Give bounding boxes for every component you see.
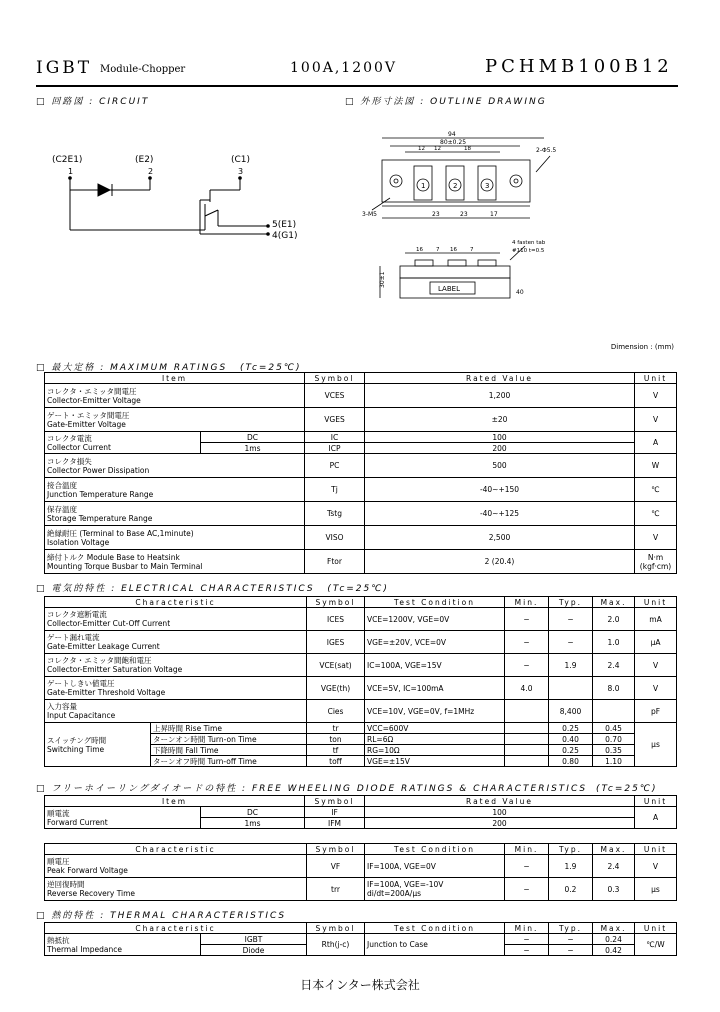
item-jp: 締付トルク Module Base to Heatsink — [47, 552, 180, 562]
electrical-table — [44, 596, 677, 767]
table-row — [45, 526, 677, 550]
section-fwd-title — [36, 781, 657, 794]
section-elec-cond: (Tc=25℃) — [327, 584, 389, 594]
switching-param: 下降時間 Fall Time — [151, 745, 307, 756]
table-row — [45, 384, 677, 408]
col-header: Characteristic — [45, 844, 307, 855]
max-value: 1.10 — [593, 756, 635, 767]
test-condition: VGE=±20V, VCE=0V — [365, 631, 505, 654]
min-value — [505, 700, 549, 723]
terminal-dot — [68, 176, 72, 180]
symbol: VISO — [305, 526, 365, 550]
unit: mA — [635, 608, 677, 631]
item-en: Gate-Emitter Voltage — [47, 419, 126, 429]
typ-value: − — [549, 608, 593, 631]
circuit-diagram — [40, 150, 310, 250]
col-header: Symbol — [307, 597, 365, 608]
terminal-dot — [238, 176, 242, 180]
unit: μA — [635, 631, 677, 654]
col-header: Unit — [635, 796, 677, 807]
max-value: 2.4 — [593, 654, 635, 677]
symbol: VGES — [305, 408, 365, 432]
min-value: − — [505, 631, 549, 654]
circuit-label: (C1) — [231, 155, 251, 165]
diode-symbol — [98, 184, 110, 196]
symbol: Rth(j-c) — [307, 934, 365, 956]
item-en: Collector-Emitter Saturation Voltage — [47, 665, 183, 674]
dimension-note: Dimension : (mm) — [610, 343, 674, 351]
max-value: 2.4 — [593, 855, 635, 878]
col-header: Min. — [505, 844, 549, 855]
section-max-cond: (Tc=25℃) — [240, 363, 302, 373]
dim-label: 4 fasten tab — [512, 240, 546, 246]
symbol: IF — [305, 807, 365, 818]
typ-value: − — [549, 631, 593, 654]
value: -40~+125 — [365, 502, 635, 526]
header-rule — [36, 85, 678, 87]
table-row — [45, 807, 677, 818]
test-condition: di/dt=200A/μs — [367, 889, 422, 898]
fwd-characteristics-table — [44, 843, 677, 901]
table-row — [45, 631, 677, 654]
dim-label: 30±1 — [379, 271, 386, 288]
dim-label: 2-Φ5.5 — [536, 147, 557, 154]
item-jp: 順電流 — [47, 808, 70, 818]
col-header: Item — [45, 373, 305, 384]
table-row — [45, 608, 677, 631]
typ-value: 0.25 — [549, 745, 593, 756]
unit: V — [635, 855, 677, 878]
test-condition: Junction to Case — [365, 934, 505, 956]
symbol: IC — [305, 432, 365, 443]
item-en: Forward Current — [47, 817, 108, 827]
dim-label: 7 — [436, 247, 440, 253]
fwd-rating-table — [44, 795, 677, 829]
symbol: Cies — [307, 700, 365, 723]
col-header: Characteristic — [45, 597, 307, 608]
table-row — [45, 408, 677, 432]
max-value — [593, 700, 635, 723]
unit: ℃/W — [635, 934, 677, 956]
product-type: IGBT — [36, 58, 93, 78]
min-value — [505, 745, 549, 756]
section-max-label: □ 最大定格 : MAXIMUM RATINGS — [36, 363, 228, 373]
terminal-number: 2 — [453, 182, 458, 190]
unit: V — [635, 408, 677, 432]
circuit-label: 4(G1) — [272, 231, 298, 241]
col-header: Symbol — [307, 923, 365, 934]
manufacturer-name: 日本インター株式会社 — [300, 978, 420, 992]
max-value: 0.45 — [593, 723, 635, 734]
value: 500 — [365, 454, 635, 478]
col-header: Unit — [635, 597, 677, 608]
table-row — [45, 654, 677, 677]
dim-label: 12 — [434, 146, 441, 152]
symbol: Tj — [305, 478, 365, 502]
symbol: VF — [307, 855, 365, 878]
col-header: Test Condition — [365, 923, 505, 934]
col-header: Max. — [593, 844, 635, 855]
dim-label: 16 — [416, 247, 423, 253]
item-en: Storage Temperature Range — [47, 513, 153, 523]
circuit-label: 2 — [148, 167, 154, 176]
typ-value: 0.80 — [549, 756, 593, 767]
col-header: Rated Value — [365, 373, 635, 384]
min-value: − — [505, 608, 549, 631]
item-jp: 順電圧 — [47, 857, 70, 866]
dim-label: 12 — [418, 146, 425, 152]
min-value: − — [505, 654, 549, 677]
col-header: Unit — [635, 373, 677, 384]
dim-label: 23 — [432, 211, 440, 218]
item-jp: 保存温度 — [47, 504, 77, 514]
table-row — [45, 934, 677, 945]
sub-condition: Diode — [201, 945, 307, 956]
max-value: 8.0 — [593, 677, 635, 700]
item-en: Junction Temperature Range — [47, 489, 154, 499]
table-row — [45, 700, 677, 723]
col-header: Max. — [593, 923, 635, 934]
item-jp: コレクタ電流 — [47, 433, 92, 443]
table-row — [45, 432, 677, 443]
sub-condition: DC — [201, 807, 305, 818]
section-circuit-title: □ 回路図 : CIRCUIT — [36, 97, 150, 107]
symbol: IFM — [305, 818, 365, 829]
unit: ℃ — [635, 502, 677, 526]
unit: (kgf·cm) — [639, 561, 672, 571]
circuit-label: (E2) — [135, 155, 154, 165]
item-jp: ゲート・エミッタ間電圧 — [47, 410, 130, 420]
terminal-dot — [266, 232, 270, 236]
value: 2,500 — [365, 526, 635, 550]
table-row — [45, 723, 677, 734]
switching-param: ターンオン時間 Turn-on Time — [151, 734, 307, 745]
symbol: PC — [305, 454, 365, 478]
outline-drawing — [360, 128, 580, 310]
item-en: Gate-Emitter Leakage Current — [47, 642, 160, 651]
col-header: Typ. — [549, 923, 593, 934]
col-header: Item — [45, 796, 305, 807]
value: 100 — [365, 432, 635, 443]
terminal-dot — [266, 224, 270, 228]
dim-label: 80±0.25 — [440, 139, 467, 146]
symbol: tr — [307, 723, 365, 734]
test-condition: IF=100A, VGE=-10V — [367, 880, 444, 889]
sub-condition: 1ms — [201, 443, 305, 454]
col-header: Symbol — [307, 844, 365, 855]
max-value: 0.42 — [593, 945, 635, 956]
unit: W — [635, 454, 677, 478]
col-header: Typ. — [549, 844, 593, 855]
dim-label: 16 — [450, 247, 457, 253]
item-jp: 絶縁耐圧 (Terminal to Base AC,1minute) — [47, 528, 194, 538]
table-row — [45, 677, 677, 700]
col-header: Typ. — [549, 597, 593, 608]
value: -40~+150 — [365, 478, 635, 502]
typ-value — [549, 677, 593, 700]
symbol: Tstg — [305, 502, 365, 526]
value: 1,200 — [365, 384, 635, 408]
min-value: − — [505, 934, 549, 945]
item-jp: ゲートしきい値電圧 — [47, 679, 115, 688]
thermal-table — [44, 922, 677, 956]
max-ratings-table — [44, 372, 677, 574]
unit: V — [635, 654, 677, 677]
col-header: Unit — [635, 844, 677, 855]
min-value: − — [505, 878, 549, 901]
item-jp: 逆回復時間 — [47, 880, 85, 889]
symbol: IGES — [307, 631, 365, 654]
item-jp: 熱抵抗 — [47, 935, 70, 945]
item-jp: コレクタ損失 — [47, 456, 92, 466]
unit: μs — [635, 723, 677, 767]
terminal-dot — [148, 176, 152, 180]
col-header: Unit — [635, 923, 677, 934]
max-value: 0.24 — [593, 934, 635, 945]
terminal-number: 3 — [485, 182, 490, 190]
typ-value: 1.9 — [549, 855, 593, 878]
max-value: 0.70 — [593, 734, 635, 745]
dim-label: 17 — [490, 211, 498, 218]
typ-value: 0.2 — [549, 878, 593, 901]
typ-value: − — [549, 945, 593, 956]
item-jp: スイッチング時間 — [47, 735, 107, 745]
symbol: trr — [307, 878, 365, 901]
model-number: PCHMB100B12 — [485, 56, 673, 77]
max-value: 0.35 — [593, 745, 635, 756]
sub-condition: 1ms — [201, 818, 305, 829]
max-value: 0.3 — [593, 878, 635, 901]
unit: μs — [635, 878, 677, 901]
item-jp: ゲート漏れ電流 — [47, 633, 100, 642]
symbol: VCE(sat) — [307, 654, 365, 677]
module-side-top — [400, 266, 510, 278]
sub-condition: DC — [201, 432, 305, 443]
section-outline-title: □ 外形寸法図 : OUTLINE DRAWING — [345, 97, 547, 107]
table-row — [45, 478, 677, 502]
min-value: 4.0 — [505, 677, 549, 700]
unit: V — [635, 677, 677, 700]
test-condition: VCE=1200V, VGE=0V — [365, 608, 505, 631]
col-header: Max. — [593, 597, 635, 608]
typ-value: 0.25 — [549, 723, 593, 734]
item-jp: 接合温度 — [47, 480, 77, 490]
sub-condition: IGBT — [201, 934, 307, 945]
min-value — [505, 723, 549, 734]
symbol: ICES — [307, 608, 365, 631]
table-row — [45, 502, 677, 526]
table-row — [45, 454, 677, 478]
dim-label: #110 t=0.5 — [512, 248, 545, 254]
dim-label: 94 — [448, 131, 456, 138]
terminal-number: 1 — [421, 182, 426, 190]
min-value: − — [505, 945, 549, 956]
item-en: Input Capacitance — [47, 711, 116, 720]
col-header: Min. — [505, 923, 549, 934]
section-fwd-cond: (Tc=25℃) — [596, 784, 658, 794]
unit: V — [635, 384, 677, 408]
item-jp: コレクタ遮断電流 — [47, 610, 107, 619]
symbol: ton — [307, 734, 365, 745]
section-thermal-title: □ 熱的特性 : THERMAL CHARACTERISTICS — [36, 911, 287, 921]
circuit-label: 5(E1) — [272, 220, 297, 230]
circuit-label: 1 — [68, 167, 74, 176]
test-condition: VCE=10V, VGE=0V, f=1MHz — [365, 700, 505, 723]
symbol: tf — [307, 745, 365, 756]
symbol: ICP — [305, 443, 365, 454]
dim-label: 23 — [460, 211, 468, 218]
value: 100 — [365, 807, 635, 818]
test-condition: VGE=±15V — [365, 756, 505, 767]
test-condition: VCE=5V, IC=100mA — [365, 677, 505, 700]
typ-value: 0.40 — [549, 734, 593, 745]
switching-param: ターンオフ時間 Turn-off Time — [151, 756, 307, 767]
col-header: Test Condition — [365, 844, 505, 855]
col-header: Symbol — [305, 373, 365, 384]
min-value: − — [505, 855, 549, 878]
unit: A — [635, 432, 677, 454]
item-en: Peak Forward Voltage — [47, 866, 128, 875]
switching-param: 上昇時間 Rise Time — [151, 723, 307, 734]
symbol: Ftor — [305, 550, 365, 574]
dim-label: 3-M5 — [362, 211, 377, 218]
unit: ℃ — [635, 478, 677, 502]
product-rating: 100A,1200V — [290, 60, 398, 76]
section-elec-label: □ 電気的特性 : ELECTRICAL CHARACTERISTICS — [36, 584, 315, 594]
section-elec-title — [36, 581, 389, 594]
col-header: Symbol — [305, 796, 365, 807]
section-fwd-label: □ フリーホイーリングダイオードの特性 : FREE WHEELING DIODE RATINGS & CHARACTERISTICS — [36, 784, 588, 794]
col-header: Rated Value — [365, 796, 635, 807]
circuit-label: (C2E1) — [52, 155, 83, 165]
item-en: Isolation Voltage — [47, 537, 110, 547]
col-header: Min. — [505, 597, 549, 608]
test-condition: RL=6Ω — [365, 734, 505, 745]
dim-label: 18 — [464, 146, 471, 152]
product-subtitle: Module-Chopper — [100, 64, 186, 75]
max-value: 2.0 — [593, 608, 635, 631]
max-value: 1.0 — [593, 631, 635, 654]
dim-label: 40 — [516, 289, 524, 296]
value: 2 (20.4) — [365, 550, 635, 574]
item-en: Mounting Torque Busbar to Main Terminal — [47, 561, 203, 571]
label-text: LABEL — [438, 285, 460, 293]
circuit-label: 3 — [238, 167, 244, 176]
item-en: Switching Time — [47, 744, 105, 754]
item-en: Gate-Emitter Threshold Voltage — [47, 688, 166, 697]
unit: V — [635, 526, 677, 550]
table-row — [45, 855, 677, 878]
table-row — [45, 878, 677, 901]
item-en: Collector-Emitter Voltage — [47, 395, 141, 405]
item-en: Collector Current — [47, 442, 111, 452]
dim-label: 7 — [470, 247, 474, 253]
item-jp: 入力容量 — [47, 702, 77, 711]
value: 200 — [365, 443, 635, 454]
min-value — [505, 734, 549, 745]
typ-value: 8,400 — [549, 700, 593, 723]
item-en: Collector-Emitter Cut-Off Current — [47, 619, 171, 628]
unit: A — [635, 807, 677, 829]
item-en: Reverse Recovery Time — [47, 889, 136, 898]
test-condition: RG=10Ω — [365, 745, 505, 756]
test-condition: IC=100A, VGE=15V — [365, 654, 505, 677]
min-value — [505, 756, 549, 767]
value: ±20 — [365, 408, 635, 432]
item-jp: コレクタ・エミッタ間飽和電圧 — [47, 656, 152, 665]
col-header: Characteristic — [45, 923, 307, 934]
item-en: Thermal Impedance — [47, 944, 123, 954]
typ-value: − — [549, 934, 593, 945]
typ-value: 1.9 — [549, 654, 593, 677]
symbol: toff — [307, 756, 365, 767]
unit: N·m — [647, 552, 664, 562]
symbol: VCES — [305, 384, 365, 408]
col-header: Test Condition — [365, 597, 505, 608]
item-en: Collector Power Dissipation — [47, 465, 150, 475]
symbol: VGE(th) — [307, 677, 365, 700]
test-condition: IF=100A, VGE=0V — [365, 855, 505, 878]
test-condition: VCC=600V — [365, 723, 505, 734]
item-jp: コレクタ・エミッタ間電圧 — [47, 386, 137, 396]
table-row — [45, 550, 677, 574]
value: 200 — [365, 818, 635, 829]
unit: pF — [635, 700, 677, 723]
